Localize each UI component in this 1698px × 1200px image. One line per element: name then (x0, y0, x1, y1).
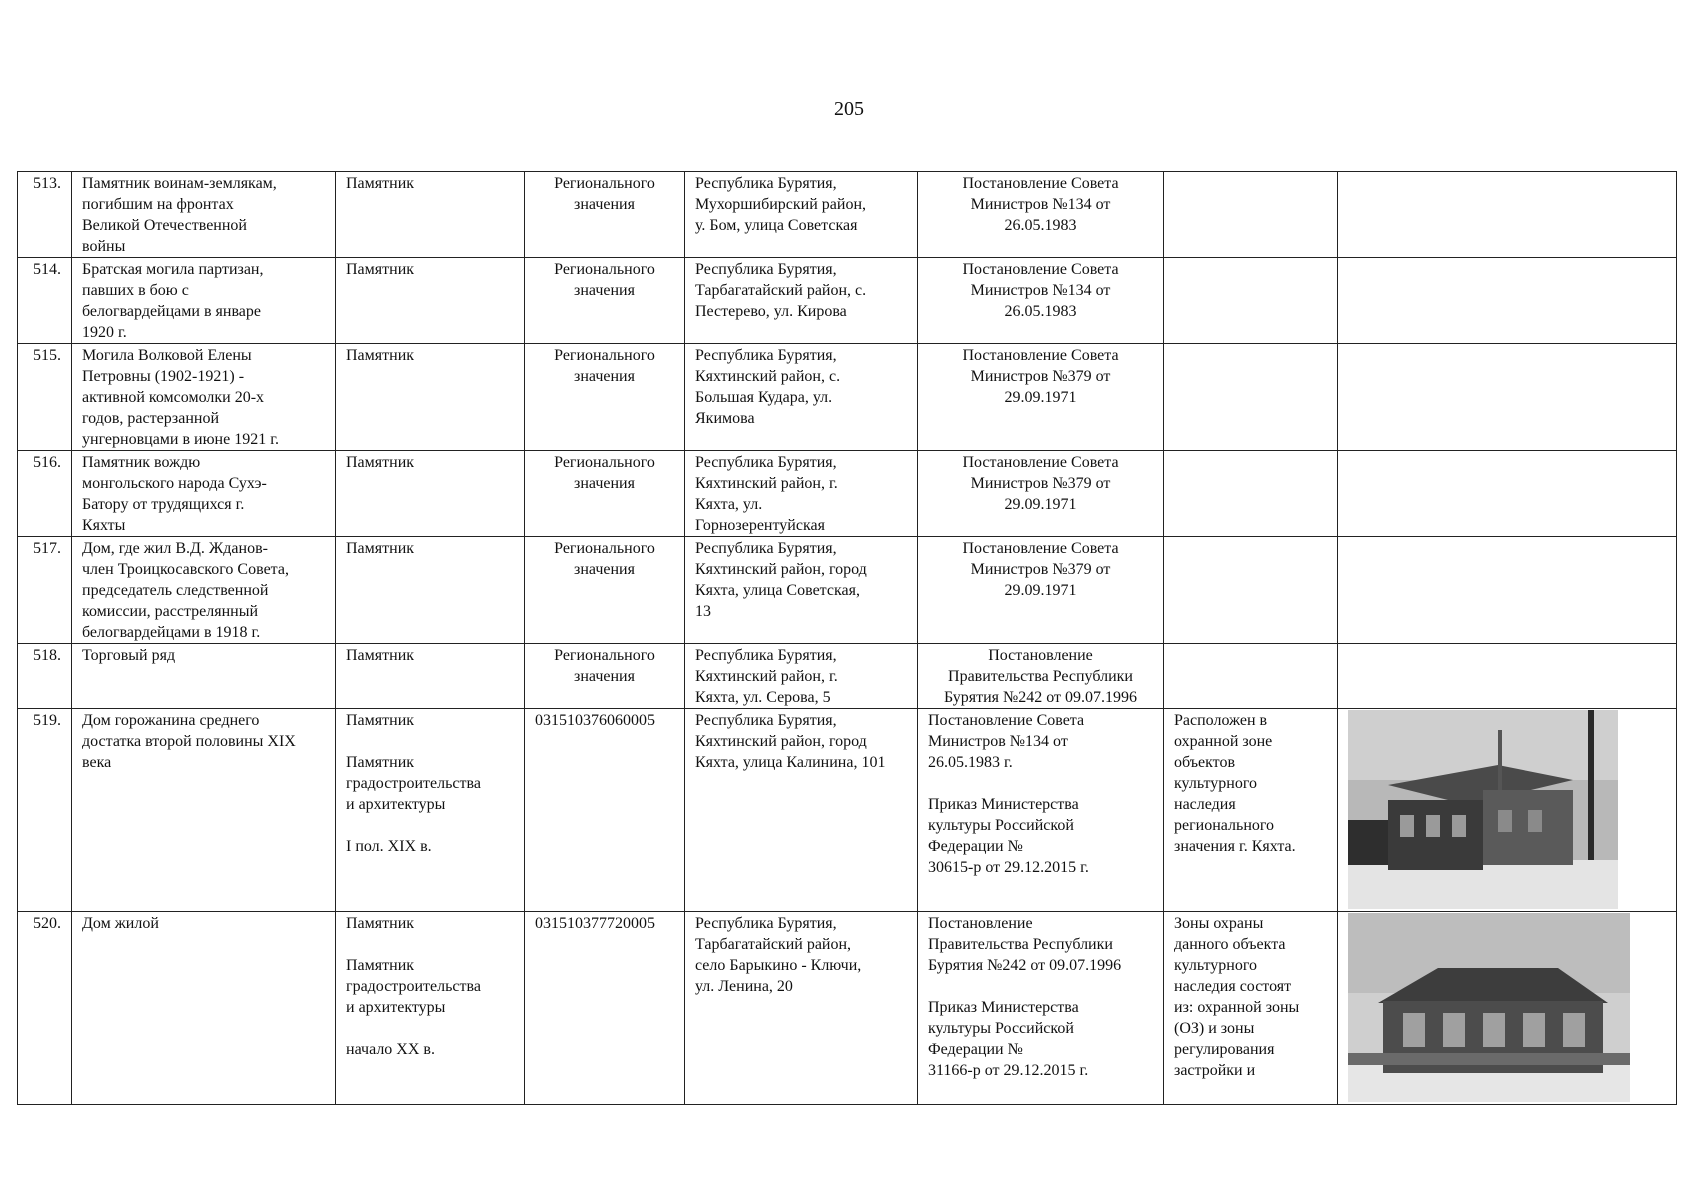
cell-line: Постановление Совета (962, 540, 1119, 557)
cell-line: монгольского народа Сухэ- (82, 475, 267, 492)
cell-line: Тарбагатайский район, с. (695, 282, 867, 299)
note-cell (1164, 344, 1338, 451)
cell-line: Кяхта, ул. Серова, 5 (695, 689, 831, 706)
photo-cell (1338, 344, 1677, 451)
object-type-cell (336, 912, 525, 1105)
cell-line: Правительства Республики (928, 936, 1113, 953)
note-cell (1164, 709, 1338, 912)
row-number: 517. (18, 537, 72, 644)
cell-line: председатель следственной (82, 582, 269, 599)
object-name-cell (72, 537, 336, 644)
cell-line: Министров №379 от (970, 368, 1111, 385)
cell-line: начало XX в. (346, 1041, 435, 1058)
cell-line: 29.09.1971 (1004, 582, 1077, 599)
cell-line: Министров №379 от (970, 475, 1111, 492)
category-cell (525, 344, 685, 451)
row-number: 519. (18, 709, 72, 912)
cell-line: погибшим на фронтах (82, 196, 234, 213)
cell-line: 1920 г. (82, 324, 127, 341)
photo-cell (1338, 537, 1677, 644)
cell-line: Федерации № (928, 1041, 1023, 1058)
cell-line: Регионального (554, 175, 655, 192)
document-cell (918, 644, 1164, 709)
table-row (18, 709, 1677, 912)
cell-line: значения (574, 196, 635, 213)
document-cell (918, 537, 1164, 644)
cell-line: Федерации № (928, 838, 1023, 855)
cell-line: наследия (1174, 796, 1236, 813)
cell-line: Регионального (554, 454, 655, 471)
cell-line: Республика Бурятия, (695, 712, 837, 729)
photo-cell (1338, 912, 1677, 1105)
cell-line: достатка второй половины XIX (82, 733, 296, 750)
cell-line: Памятник (346, 175, 415, 192)
category-cell (525, 258, 685, 344)
cell-line: Постановление (988, 647, 1093, 664)
photo-cell (1338, 644, 1677, 709)
cell-line: Братская могила партизан, (82, 261, 264, 278)
category-cell (525, 451, 685, 537)
cell-line: Приказ Министерства (928, 999, 1079, 1016)
cell-line: значения (574, 368, 635, 385)
photo-cell (1338, 451, 1677, 537)
cell-line: Бурятия №242 от 09.07.1996 (928, 957, 1122, 974)
category-cell (525, 172, 685, 258)
cell-line: Кяхта, улица Калинина, 101 (695, 754, 886, 771)
cell-line: Памятник (346, 915, 415, 932)
document-cell (918, 451, 1164, 537)
object-type-cell (336, 451, 525, 537)
document-cell (918, 258, 1164, 344)
cell-line: 29.09.1971 (1004, 496, 1077, 513)
table-row (18, 644, 1677, 709)
cell-line: данного объекта (1174, 936, 1286, 953)
object-type-cell (336, 344, 525, 451)
table-row (18, 172, 1677, 258)
cell-line: века (82, 754, 112, 771)
cell-line: Торговый ряд (82, 647, 176, 664)
address-cell (685, 258, 918, 344)
note-cell (1164, 258, 1338, 344)
category-cell (525, 912, 685, 1105)
cell-line: культурного (1174, 957, 1258, 974)
object-type-cell (336, 537, 525, 644)
cell-line: регулирования (1174, 1041, 1275, 1058)
row-number: 520. (18, 912, 72, 1105)
cell-line: войны (82, 238, 126, 255)
cell-line: Дом жилой (82, 915, 159, 932)
cell-line: и архитектуры (346, 999, 446, 1016)
cell-line: Регионального (554, 261, 655, 278)
cell-line: Приказ Министерства (928, 796, 1079, 813)
address-cell (685, 644, 918, 709)
cell-line: и архитектуры (346, 796, 446, 813)
page-number: 205 (834, 98, 864, 120)
cell-line: Кяхтинский район, г. (695, 475, 838, 492)
cell-line: у. Бом, улица Советская (695, 217, 858, 234)
object-name-cell (72, 912, 336, 1105)
cell-line: 031510376060005 (535, 712, 655, 729)
object-name-cell (72, 709, 336, 912)
cell-line: Республика Бурятия, (695, 175, 837, 192)
cell-line: Кяхта, улица Советская, (695, 582, 860, 599)
table-row (18, 537, 1677, 644)
cell-line: годов, растерзанной (82, 410, 219, 427)
address-cell (685, 344, 918, 451)
cell-line: Якимова (695, 410, 755, 427)
cell-line: 26.05.1983 (1004, 303, 1077, 320)
address-cell (685, 172, 918, 258)
cell-line: Памятник воинам-землякам, (82, 175, 277, 192)
cell-line: Республика Бурятия, (695, 347, 837, 364)
cell-line: Мухоршибирский район, (695, 196, 867, 213)
cell-line: культуры Российской (928, 817, 1074, 834)
cell-line: унгерновцами в июне 1921 г. (82, 431, 279, 448)
cell-line: Регионального (554, 347, 655, 364)
cell-line: Бурятия №242 от 09.07.1996 (943, 689, 1138, 706)
cell-line: значения (574, 282, 635, 299)
cell-line: (ОЗ) и зоны (1174, 1020, 1255, 1037)
cell-line: регионального (1174, 817, 1275, 834)
cell-line: комиссии, расстрелянный (82, 603, 259, 620)
category-cell (525, 537, 685, 644)
object-type-cell (336, 709, 525, 912)
house-photo-520 (1348, 913, 1630, 1102)
cell-line: Министров №379 от (970, 561, 1111, 578)
cell-line: Правительства Республики (948, 668, 1133, 685)
cell-line: павших в бою с (82, 282, 189, 299)
photo-cell (1338, 709, 1677, 912)
cell-line: 26.05.1983 (1004, 217, 1077, 234)
cell-line: ул. Ленина, 20 (695, 978, 793, 995)
object-type-cell (336, 644, 525, 709)
address-cell (685, 709, 918, 912)
cell-line: 13 (695, 603, 711, 620)
cell-line: Памятник (346, 712, 415, 729)
cell-line: Памятник (346, 261, 415, 278)
note-cell (1164, 644, 1338, 709)
cell-line: Постановление Совета (962, 454, 1119, 471)
cell-line: Постановление Совета (928, 712, 1085, 729)
cell-line: Постановление Совета (962, 261, 1119, 278)
cell-line: Постановление Совета (962, 175, 1119, 192)
cell-line: Постановление (928, 915, 1033, 932)
cell-line: Республика Бурятия, (695, 261, 837, 278)
object-name-cell (72, 172, 336, 258)
heritage-registry-table (17, 171, 1677, 1105)
cell-line: Постановление Совета (962, 347, 1119, 364)
cell-line: Большая Кудара, ул. (695, 389, 833, 406)
table-row (18, 344, 1677, 451)
cell-line: Дом горожанина среднего (82, 712, 260, 729)
cell-line: градостроительства (346, 775, 481, 792)
cell-line: значения (574, 561, 635, 578)
cell-line: Великой Отечественной (82, 217, 247, 234)
cell-line: 031510377720005 (535, 915, 655, 932)
row-number: 515. (18, 344, 72, 451)
cell-line: 31166-р от 29.12.2015 г. (928, 1062, 1089, 1079)
cell-line: Кяхты (82, 517, 126, 534)
cell-line: из: охранной зоны (1174, 999, 1300, 1016)
object-name-cell (72, 644, 336, 709)
cell-line: Батору от трудящихся г. (82, 496, 245, 513)
cell-line: Памятник (346, 754, 415, 771)
row-number: 518. (18, 644, 72, 709)
document-cell (918, 912, 1164, 1105)
cell-line: Кяхтинский район, город (695, 561, 867, 578)
note-cell (1164, 172, 1338, 258)
cell-line: Расположен в (1174, 712, 1268, 729)
category-cell (525, 644, 685, 709)
document-cell (918, 709, 1164, 912)
cell-line: Министров №134 от (970, 282, 1111, 299)
cell-line: Кяхта, ул. (695, 496, 763, 513)
object-name-cell (72, 451, 336, 537)
cell-line: Тарбагатайский район, (695, 936, 852, 953)
address-cell (685, 537, 918, 644)
document-cell (918, 172, 1164, 258)
note-cell (1164, 537, 1338, 644)
cell-line: градостроительства (346, 978, 481, 995)
cell-line: Регионального (554, 647, 655, 664)
cell-line: Республика Бурятия, (695, 454, 837, 471)
document-cell (918, 344, 1164, 451)
cell-line: Министров №134 от (928, 733, 1068, 750)
cell-line: Дом, где жил В.Д. Жданов- (82, 540, 268, 557)
cell-line: наследия состоят (1174, 978, 1292, 995)
cell-line: Кяхтинский район, с. (695, 368, 841, 385)
object-type-cell (336, 258, 525, 344)
cell-line: 26.05.1983 г. (928, 754, 1013, 771)
address-cell (685, 912, 918, 1105)
cell-line: культурного (1174, 775, 1258, 792)
cell-line: Памятник (346, 347, 415, 364)
cell-line: Министров №134 от (970, 196, 1111, 213)
cell-line: Кяхтинский район, город (695, 733, 867, 750)
photo-cell (1338, 172, 1677, 258)
cell-line: Петровны (1902-1921) - (82, 368, 245, 385)
cell-line: Могила Волковой Елены (82, 347, 252, 364)
house-photo-519 (1348, 710, 1618, 909)
cell-line: Пестерево, ул. Кирова (695, 303, 847, 320)
row-number: 514. (18, 258, 72, 344)
object-name-cell (72, 258, 336, 344)
object-type-cell (336, 172, 525, 258)
cell-line: застройки и (1174, 1062, 1256, 1079)
table-row (18, 258, 1677, 344)
row-number: 513. (18, 172, 72, 258)
address-cell (685, 451, 918, 537)
cell-line: культуры Российской (928, 1020, 1074, 1037)
note-cell (1164, 451, 1338, 537)
cell-line: значения г. Кяхта. (1174, 838, 1296, 855)
note-cell (1164, 912, 1338, 1105)
cell-line: Республика Бурятия, (695, 915, 837, 932)
cell-line: охранной зоне (1174, 733, 1273, 750)
cell-line: Зоны охраны (1174, 915, 1264, 932)
cell-line: Регионального (554, 540, 655, 557)
object-name-cell (72, 344, 336, 451)
photo-cell (1338, 258, 1677, 344)
cell-line: Памятник (346, 454, 415, 471)
cell-line: значения (574, 475, 635, 492)
table-row (18, 451, 1677, 537)
cell-line: I пол. XIX в. (346, 838, 432, 855)
cell-line: Памятник вождю (82, 454, 201, 471)
cell-line: Республика Бурятия, (695, 540, 837, 557)
cell-line: Памятник (346, 647, 415, 664)
cell-line: Кяхтинский район, г. (695, 668, 838, 685)
cell-line: Памятник (346, 540, 415, 557)
cell-line: Горнозерентуйская (695, 517, 825, 534)
cell-line: белогвардейцами в январе (82, 303, 261, 320)
cell-line: объектов (1174, 754, 1236, 771)
cell-line: село Барыкино - Ключи, (695, 957, 862, 974)
cell-line: 29.09.1971 (1004, 389, 1077, 406)
category-cell (525, 709, 685, 912)
cell-line: Памятник (346, 957, 415, 974)
cell-line: Республика Бурятия, (695, 647, 837, 664)
cell-line: 30615-р от 29.12.2015 г. (928, 859, 1089, 876)
cell-line: член Троицкосавского Совета, (82, 561, 289, 578)
table-row (18, 912, 1677, 1105)
cell-line: активной комсомолки 20-х (82, 389, 265, 406)
cell-line: значения (574, 668, 635, 685)
row-number: 516. (18, 451, 72, 537)
cell-line: белогвардейцами в 1918 г. (82, 624, 261, 641)
